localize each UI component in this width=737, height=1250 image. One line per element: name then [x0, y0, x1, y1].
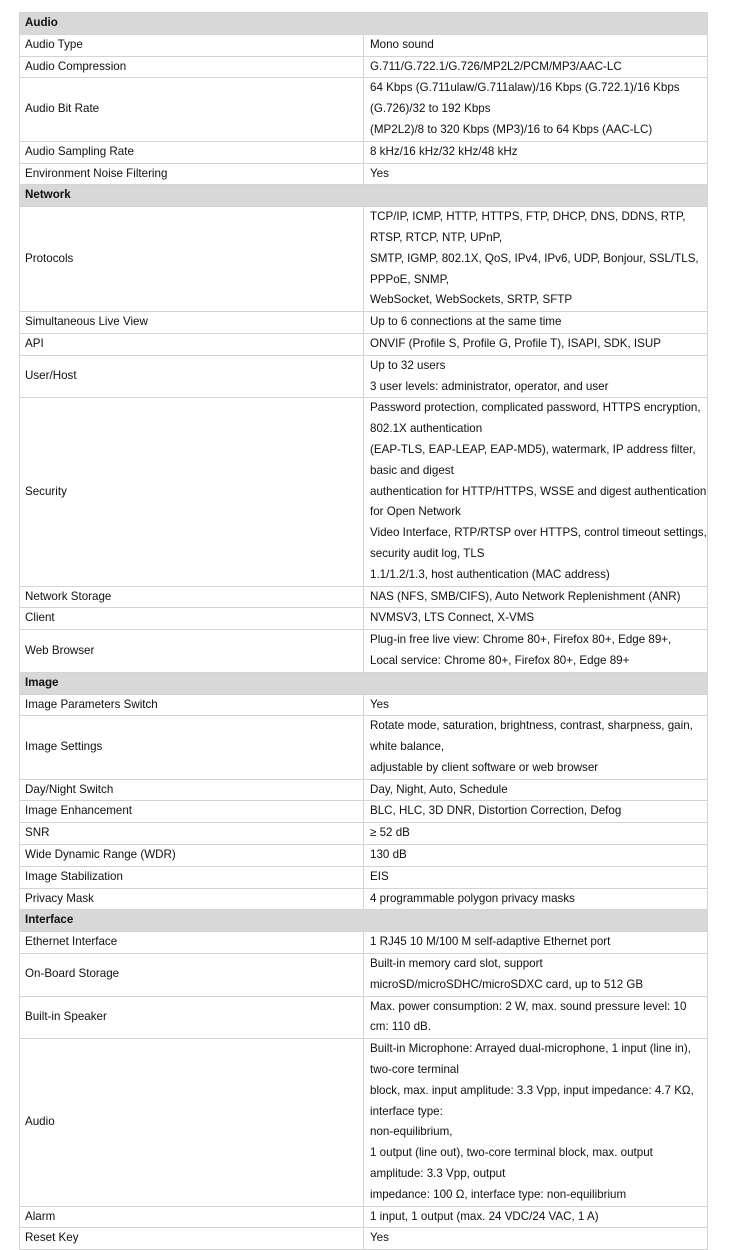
spec-table-body [20, 13, 708, 1250]
spec-row [20, 56, 708, 78]
spec-value [364, 34, 708, 56]
spec-value [364, 398, 708, 586]
spec-value [364, 845, 708, 867]
spec-row [20, 1039, 708, 1206]
spec-value [364, 1039, 708, 1206]
section-header-row [20, 13, 708, 35]
spec-label: Alarm [20, 1206, 364, 1228]
spec-label: Image Stabilization [20, 866, 364, 888]
spec-value-line: Up to 32 users [370, 358, 446, 372]
spec-label: Audio Type [20, 34, 364, 56]
spec-value-line: Rotate mode, saturation, brightness, contrast, sharpness, gain, white balance, [370, 719, 693, 754]
spec-label: Security [20, 398, 364, 586]
spec-label: Day/Night Switch [20, 779, 364, 801]
spec-row [20, 398, 708, 586]
spec-value [364, 716, 708, 779]
spec-label: Image Enhancement [20, 801, 364, 823]
spec-row [20, 866, 708, 888]
spec-value-line: authentication for HTTP/HTTPS, WSSE and digest authentication for Open Network [370, 484, 707, 519]
spec-value-line: Password protection, complicated password, HTTPS encryption, 802.1X authentication [370, 401, 701, 436]
spec-value-line: Yes [370, 1231, 389, 1245]
spec-value [364, 932, 708, 954]
spec-value-line: Max. power consumption: 2 W, max. sound pressure level: 10 cm: 110 dB. [370, 999, 687, 1034]
spec-row [20, 716, 708, 779]
spec-row [20, 779, 708, 801]
spec-row [20, 78, 708, 141]
section-header-row [20, 672, 708, 694]
spec-row [20, 1206, 708, 1228]
spec-value [364, 630, 708, 673]
spec-value-line: NAS (NFS, SMB/CIFS), Auto Network Replenishment (ANR) [370, 589, 681, 603]
spec-value-line: SMTP, IGMP, 802.1X, QoS, IPv4, IPv6, UDP, Bonjour, SSL/TLS, PPPoE, SNMP, [370, 251, 699, 286]
spec-row [20, 207, 708, 312]
spec-value-line: Day, Night, Auto, Schedule [370, 782, 508, 796]
spec-value-line: 1 input, 1 output (max. 24 VDC/24 VAC, 1 A) [370, 1209, 599, 1223]
spec-label: Wide Dynamic Range (WDR) [20, 845, 364, 867]
spec-value-line: Built-in Microphone: Arrayed dual-microphone, 1 input (line in), two-core terminal [370, 1042, 691, 1077]
spec-value [364, 207, 708, 312]
spec-value-line: EIS [370, 869, 389, 883]
spec-value-line: 1 output (line out), two-core terminal block, max. output amplitude: 3.3 Vpp, output [370, 1146, 653, 1181]
spec-value-line: Up to 6 connections at the same time [370, 315, 562, 329]
spec-value-line: 130 dB [370, 848, 407, 862]
spec-value-line: TCP/IP, ICMP, HTTP, HTTPS, FTP, DHCP, DNS, DDNS, RTP, RTSP, RTCP, NTP, UPnP, [370, 210, 686, 244]
spec-value [364, 78, 708, 141]
spec-value [364, 608, 708, 630]
spec-value-line: WebSocket, WebSockets, SRTP, SFTP [370, 293, 573, 307]
spec-row [20, 141, 708, 163]
spec-value [364, 586, 708, 608]
section-title: Network [20, 185, 708, 207]
spec-label: Privacy Mask [20, 888, 364, 910]
spec-value-line: (EAP-TLS, EAP-LEAP, EAP-MD5), watermark, IP address filter, basic and digest [370, 442, 696, 477]
spec-value-line: non-equilibrium, [370, 1125, 453, 1139]
spec-row [20, 163, 708, 185]
spec-label: Simultaneous Live View [20, 312, 364, 334]
spec-value-line: adjustable by client software or web browser [370, 760, 599, 774]
spec-value-line: Yes [370, 697, 389, 711]
spec-value-line: Video Interface, RTP/RTSP over HTTPS, control timeout settings, security audit log, TLS [370, 526, 707, 560]
spec-value [364, 996, 708, 1039]
spec-value-line: Built-in memory card slot, support microSD/microSDHC/microSDXC card, up to 512 GB [370, 957, 644, 991]
spec-label: Web Browser [20, 630, 364, 673]
spec-row [20, 694, 708, 716]
spec-label: User/Host [20, 355, 364, 398]
spec-value [364, 333, 708, 355]
spec-row [20, 932, 708, 954]
spec-row [20, 586, 708, 608]
spec-value [364, 163, 708, 185]
spec-value-line: 64 Kbps (G.711ulaw/G.711alaw)/16 Kbps (G.722.1)/16 Kbps (G.726)/32 to 192 Kbps [370, 81, 680, 116]
spec-value [364, 56, 708, 78]
spec-row [20, 608, 708, 630]
spec-value-line: block, max. input amplitude: 3.3 Vpp, input impedance: 4.7 KΩ, interface type: [370, 1083, 694, 1118]
section-header-row [20, 185, 708, 207]
spec-value-line: 1.1/1.2/1.3, host authentication (MAC address) [370, 567, 610, 581]
spec-row [20, 34, 708, 56]
spec-label: Audio Bit Rate [20, 78, 364, 141]
spec-value [364, 801, 708, 823]
spec-row [20, 888, 708, 910]
spec-label: Audio Compression [20, 56, 364, 78]
spec-value [364, 888, 708, 910]
spec-value-line: Plug-in free live view: Chrome 80+, Firefox 80+, Edge 89+, [370, 633, 672, 647]
spec-row [20, 333, 708, 355]
spec-value-line: BLC, HLC, 3D DNR, Distortion Correction, Defog [370, 804, 622, 818]
spec-label: Image Settings [20, 716, 364, 779]
spec-table [19, 12, 708, 1250]
spec-value-line: Local service: Chrome 80+, Firefox 80+, Edge 89+ [370, 653, 630, 667]
spec-value [364, 866, 708, 888]
spec-label: Audio Sampling Rate [20, 141, 364, 163]
spec-value [364, 141, 708, 163]
spec-label: SNR [20, 823, 364, 845]
spec-value [364, 1206, 708, 1228]
spec-row [20, 630, 708, 673]
spec-value-line: (MP2L2)/8 to 320 Kbps (MP3)/16 to 64 Kbps (AAC-LC) [370, 122, 653, 136]
spec-row [20, 845, 708, 867]
spec-value [364, 823, 708, 845]
spec-value-line: 1 RJ45 10 M/100 M self-adaptive Ethernet port [370, 935, 611, 949]
spec-value [364, 1228, 708, 1250]
spec-label: API [20, 333, 364, 355]
spec-value [364, 779, 708, 801]
spec-row [20, 823, 708, 845]
spec-label: Network Storage [20, 586, 364, 608]
spec-label: Ethernet Interface [20, 932, 364, 954]
spec-label: On-Board Storage [20, 954, 364, 997]
spec-value-line: 4 programmable polygon privacy masks [370, 891, 575, 905]
spec-value-line: Yes [370, 166, 389, 180]
spec-label: Environment Noise Filtering [20, 163, 364, 185]
spec-value-line: 8 kHz/16 kHz/32 kHz/48 kHz [370, 144, 518, 158]
spec-label: Image Parameters Switch [20, 694, 364, 716]
spec-value-line: impedance: 100 Ω, interface type: non-equilibrium [370, 1187, 627, 1201]
spec-value [364, 694, 708, 716]
spec-row [20, 355, 708, 398]
spec-label: Built-in Speaker [20, 996, 364, 1039]
section-header-row [20, 910, 708, 932]
spec-value-line: G.711/G.722.1/G.726/MP2L2/PCM/MP3/AAC-LC [370, 59, 622, 73]
section-title: Interface [20, 910, 708, 932]
section-title: Image [20, 672, 708, 694]
spec-label: Audio [20, 1039, 364, 1206]
spec-value-line: ONVIF (Profile S, Profile G, Profile T), ISAPI, SDK, ISUP [370, 336, 661, 350]
spec-row [20, 1228, 708, 1250]
spec-value-line: NVMSV3, LTS Connect, X-VMS [370, 611, 535, 625]
spec-label: Protocols [20, 207, 364, 312]
spec-value-line: Mono sound [370, 37, 434, 51]
spec-label: Reset Key [20, 1228, 364, 1250]
spec-value-line: ≥ 52 dB [370, 826, 410, 840]
section-title: Audio [20, 13, 708, 35]
spec-value [364, 355, 708, 398]
spec-row [20, 996, 708, 1039]
spec-value-line: 3 user levels: administrator, operator, and user [370, 379, 609, 393]
spec-row [20, 801, 708, 823]
spec-value [364, 312, 708, 334]
spec-row [20, 312, 708, 334]
spec-label: Client [20, 608, 364, 630]
